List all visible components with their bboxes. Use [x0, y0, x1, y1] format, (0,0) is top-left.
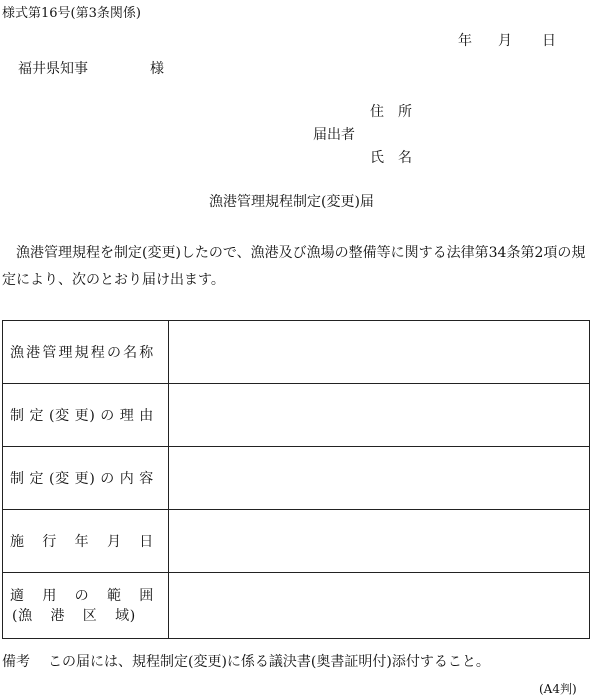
- label-char: 年: [74, 534, 90, 550]
- label-char: (変: [48, 408, 70, 424]
- row-label-content: [3, 447, 169, 510]
- label-char: 適: [10, 587, 25, 604]
- label-char: 由: [139, 408, 154, 424]
- body-paragraph-text: 漁港管理規程を制定(変更)したので、漁港及び漁場の整備等に関する法律第34条第2項の規定により、次のとおり届け出ます。: [2, 245, 586, 288]
- label-char: の: [74, 587, 90, 604]
- name-label-char: 氏: [370, 150, 384, 166]
- row-label-reason: [3, 384, 169, 447]
- label-char: の: [100, 471, 115, 487]
- remarks: [2, 651, 490, 671]
- label-char: 施: [10, 534, 25, 550]
- label-char: 内: [119, 471, 135, 487]
- label-char: 更): [74, 408, 96, 424]
- label-char: 程: [90, 345, 106, 361]
- label-char: (変: [48, 471, 70, 487]
- label-char: 日: [139, 534, 154, 550]
- row-value-reason[interactable]: [169, 384, 590, 447]
- paper-size-note: (A4判): [539, 682, 577, 696]
- label-char: 定: [29, 408, 45, 424]
- label-char: 理: [58, 345, 74, 361]
- body-paragraph: [2, 240, 590, 294]
- label-char: 区: [82, 607, 98, 624]
- label-char: 管: [42, 345, 58, 361]
- table-row: [3, 573, 590, 639]
- date-year-label: 年: [458, 33, 472, 49]
- label-char: の: [106, 345, 122, 361]
- label-char: 称: [139, 345, 154, 361]
- label-char: 制: [10, 408, 25, 424]
- remarks-heading: 備考: [2, 654, 30, 670]
- row-label-regulation-name: [3, 321, 169, 384]
- row-value-effective-date[interactable]: [169, 510, 590, 573]
- date-month-label: 月: [498, 33, 512, 49]
- row-value-regulation-name[interactable]: [169, 321, 590, 384]
- label-char: 港: [50, 607, 66, 624]
- addressee: 福井県知事: [18, 61, 88, 77]
- label-char: (漁: [12, 607, 33, 624]
- address-label: [370, 101, 412, 121]
- form-number: 様式第16号(第3条関係): [2, 6, 141, 21]
- address-label-char: 住: [370, 104, 384, 120]
- table-row: [3, 384, 590, 447]
- addressee-suffix: 様: [150, 61, 164, 77]
- label-char: 容: [139, 471, 154, 487]
- label-char: 理: [119, 408, 135, 424]
- label-char: 更): [74, 471, 96, 487]
- row-label-effective-date: [3, 510, 169, 573]
- label-char: 規: [74, 345, 90, 361]
- label-char: 行: [42, 534, 58, 550]
- date-day-label: 日: [542, 33, 556, 49]
- row-value-scope[interactable]: [169, 573, 590, 639]
- label-char: 名: [123, 345, 138, 361]
- table-row: [3, 321, 590, 384]
- label-char: 域): [115, 607, 136, 624]
- form-table: [2, 320, 590, 639]
- label-char: 月: [106, 534, 122, 550]
- date-line: [458, 30, 556, 50]
- label-char: の: [100, 408, 115, 424]
- table-row: [3, 447, 590, 510]
- label-char: 漁: [10, 345, 25, 361]
- label-char: 囲: [139, 587, 154, 604]
- name-label: [370, 147, 412, 167]
- label-char: 港: [26, 345, 41, 361]
- label-char: 範: [106, 587, 122, 604]
- label-char: 用: [42, 587, 58, 604]
- row-value-content[interactable]: [169, 447, 590, 510]
- label-char: 制: [10, 471, 25, 487]
- address-label-char: 所: [398, 104, 412, 120]
- label-char: 定: [29, 471, 45, 487]
- notifier-label: 届出者: [313, 127, 355, 143]
- remarks-text: この届には、規程制定(変更)に係る議決書(奥書証明付)添付すること。: [48, 654, 490, 670]
- document-title: 漁港管理規程制定(変更)届: [209, 194, 374, 210]
- table-row: [3, 510, 590, 573]
- name-label-char: 名: [398, 150, 412, 166]
- row-label-scope: [3, 573, 169, 639]
